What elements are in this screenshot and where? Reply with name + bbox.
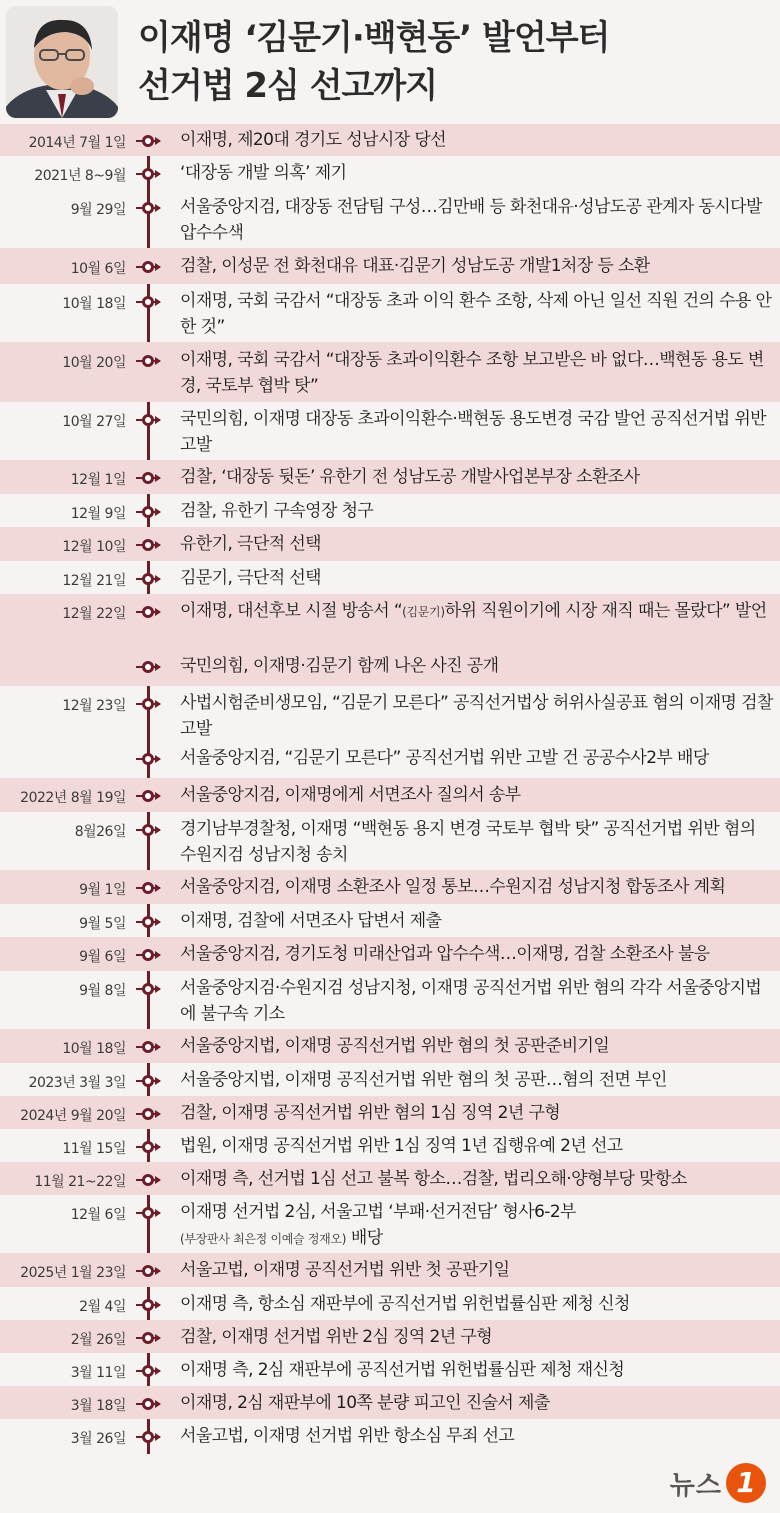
- event-date: 2월 4일: [79, 1299, 126, 1315]
- event-date: 9월 6일: [79, 949, 126, 965]
- timeline-row: [0, 342, 780, 402]
- timeline-row: [0, 402, 780, 460]
- event-date: 12월 6일: [70, 1207, 126, 1223]
- event-text: 이재명, 국회 국감서 “대장동 초과이익환수 조항 보고받은 바 없다…백현동 용도 변경, 국토부 협박 탓”: [180, 350, 764, 396]
- event-text: 검찰, 이재명 공직선거법 위반 혐의 1심 징역 2년 구형: [180, 1103, 561, 1123]
- timeline-row: [0, 1096, 780, 1129]
- timeline-node-icon: [136, 696, 161, 710]
- timeline-node-icon: [136, 788, 161, 802]
- timeline-node-icon: [136, 353, 161, 367]
- timeline-row: [0, 124, 780, 156]
- timeline-node-icon: [136, 1073, 161, 1087]
- timeline-row: [0, 778, 780, 812]
- timeline-row: [0, 971, 780, 1029]
- event-date: 10월 20일: [62, 355, 126, 371]
- event-text: [180, 1199, 776, 1252]
- timeline-node-icon: [136, 1205, 161, 1219]
- event-date: 8월26일: [74, 824, 126, 840]
- event-text: 이재명 측, 2심 재판부에 공직선거법 위헌법률심판 제청 재신청: [180, 1360, 625, 1380]
- title-line-2: 선거법 2심 선고까지: [138, 66, 438, 106]
- event-text: 서울중앙지검·수원지검 성남지청, 이재명 공직선거법 위반 혐의 각각 서울중앙지법에 불구속 기소: [180, 978, 762, 1024]
- event-text: 이재명, 2심 재판부에 10쪽 분량 피고인 진술서 제출: [180, 1393, 550, 1413]
- timeline-row: [0, 904, 780, 937]
- event-text: 검찰, 이성문 전 화천대유 대표·김문기 성남도공 개발1처장 등 소환: [180, 256, 650, 276]
- page-title: [138, 14, 609, 110]
- timeline-node-icon: [136, 914, 161, 928]
- timeline-row: [0, 1386, 780, 1419]
- event-text: 사법시험준비생모임, “김문기 모른다” 공직선거법상 허위사실공표 혐의 이재명 검찰 고발: [180, 693, 773, 739]
- event-text: 김문기, 극단적 선택: [180, 568, 321, 588]
- event-date: 9월 5일: [79, 916, 126, 932]
- timeline-row: [0, 594, 780, 686]
- timeline-row: [0, 494, 780, 527]
- timeline-row: [0, 812, 780, 870]
- timeline-node-icon: [136, 166, 161, 180]
- timeline-row: [0, 1129, 780, 1162]
- portrait-photo: [6, 6, 118, 118]
- event-date: 12월 23일: [62, 698, 126, 714]
- timeline-node-icon: [136, 1139, 161, 1153]
- event-text: 이재명, 국회 국감서 “대장동 초과 이익 환수 조항, 삭제 아닌 일선 직원 건의 수용 안 한 것”: [180, 291, 772, 337]
- event-date: 3월 26일: [70, 1431, 126, 1447]
- event-date: 12월 22일: [62, 606, 126, 622]
- event-date: 2023년 3월 3일: [28, 1075, 126, 1091]
- timeline-node-icon: [136, 947, 161, 961]
- timeline-row: [0, 156, 780, 190]
- event-text: 서울중앙지법, 이재명 공직선거법 위반 혐의 첫 공판…혐의 전면 부인: [180, 1070, 667, 1090]
- event-date: 10월 18일: [62, 1041, 126, 1057]
- timeline-node-icon: [136, 571, 161, 585]
- timeline-node-icon: [136, 1172, 161, 1186]
- event-date: 9월 29일: [70, 202, 126, 218]
- timeline-node-icon: [136, 1263, 161, 1277]
- timeline-row: [0, 1287, 780, 1320]
- timeline-row: [0, 870, 780, 904]
- timeline-row: [0, 1353, 780, 1386]
- timeline-node-icon: [136, 133, 161, 147]
- timeline-row: [0, 190, 780, 248]
- event-text: 이재명 측, 선거법 1심 선고 불복 항소…검찰, 법리오해·양형부당 맞항소: [180, 1169, 687, 1189]
- event-text: 서울중앙지검, 경기도청 미래산업과 압수수색…이재명, 검찰 소환조사 불응: [180, 944, 710, 964]
- timeline-row: [0, 1029, 780, 1063]
- event-date: 10월 18일: [62, 296, 126, 312]
- event-text: 서울중앙지검, “김문기 모른다” 공직선거법 위반 고발 건 공공수사2부 배당: [180, 748, 709, 768]
- event-text-part: 배당: [350, 1228, 383, 1248]
- event-date: 10월 27일: [62, 414, 126, 430]
- timeline-node-icon: [136, 880, 161, 894]
- timeline-row: [0, 1162, 780, 1195]
- event-date: 12월 9일: [70, 506, 126, 522]
- event-date: 2022년 8월 19일: [20, 790, 126, 806]
- timeline-row: [0, 1253, 780, 1287]
- event-date: 2025년 1월 23일: [20, 1265, 126, 1281]
- event-text: 서울고법, 이재명 공직선거법 위반 첫 공판기일: [180, 1260, 510, 1280]
- timeline-node-icon: [136, 470, 161, 484]
- event-text: 서울중앙지검, 이재명에게 서면조사 질의서 송부: [180, 785, 521, 805]
- event-date: 9월 8일: [79, 983, 126, 999]
- timeline-node-icon: [136, 412, 161, 426]
- event-date: 3월 18일: [70, 1398, 126, 1414]
- timeline-row: [0, 527, 780, 561]
- timeline-node-icon: [136, 1429, 161, 1443]
- title-line-1: 이재명 ‘김문기·백현동’ 발언부터: [138, 18, 610, 58]
- timeline-row: [0, 1195, 780, 1253]
- event-date: 11월 15일: [62, 1141, 126, 1157]
- timeline-node-icon: [136, 604, 161, 618]
- event-text: 경기남부경찰청, 이재명 “백현동 용지 변경 국토부 협박 탓” 공직선거법 위반 혐의 수원지검 성남지청 송치: [180, 819, 756, 865]
- event-text: 서울중앙지검, 대장동 전담팀 구성…김만배 등 화천대유·성남도공 관계자 동시다발 압수수색: [180, 197, 762, 243]
- timeline-node-icon: [136, 981, 161, 995]
- event-text: 서울중앙지검, 이재명 소환조사 일정 통보…수원지검 성남지청 합동조사 계획: [180, 877, 726, 897]
- timeline-node-icon: [136, 1297, 161, 1311]
- footer: [0, 1455, 780, 1513]
- logo-mark: 1: [726, 1463, 766, 1503]
- event-text: ‘대장동 개발 의혹’ 제기: [180, 163, 347, 183]
- timeline-node-icon: [136, 1330, 161, 1344]
- event-text-part: 하위 직원이기에 시장 재직 때는 몰랐다” 발언: [444, 601, 767, 621]
- timeline-row: [0, 1063, 780, 1096]
- event-text: 이재명, 검찰에 서면조사 답변서 제출: [180, 911, 442, 931]
- timeline-node-icon: [136, 294, 161, 308]
- timeline-row: [0, 284, 780, 342]
- event-text: 국민의힘, 이재명·김문기 함께 나온 사진 공개: [180, 656, 499, 676]
- event-text: 유한기, 극단적 선택: [180, 534, 321, 554]
- event-date: 10월 6일: [70, 261, 126, 277]
- event-text: [180, 598, 776, 625]
- timeline-row: [0, 460, 780, 494]
- timeline-row: [0, 248, 780, 284]
- timeline-node-icon: [136, 1106, 161, 1120]
- timeline-row: [0, 686, 780, 778]
- event-text: 법원, 이재명 공직선거법 위반 1심 징역 1년 집행유예 2년 선고: [180, 1136, 623, 1156]
- timeline-node-icon: [136, 659, 161, 673]
- timeline-node-icon: [136, 537, 161, 551]
- event-date: 2014년 7월 1일: [28, 135, 126, 151]
- event-date: 12월 21일: [62, 573, 126, 589]
- event-text: 서울고법, 이재명 선거법 위반 항소심 무죄 선고: [180, 1426, 515, 1446]
- event-text-part: 이재명 선거법 2심, 서울고법 ‘부패·선거전담’ 형사6-2부: [180, 1202, 576, 1222]
- event-date: 2024년 9월 20일: [20, 1108, 126, 1124]
- timeline-node-icon: [136, 751, 161, 765]
- header: [0, 0, 780, 122]
- event-text: 국민의힘, 이재명 대장동 초과이익환수·백현동 용도변경 국감 발언 공직선거법 위반 고발: [180, 409, 766, 455]
- event-note: (부장판사 최은정 이예슬 정재오): [180, 1232, 347, 1246]
- event-date: 9월 1일: [79, 882, 126, 898]
- event-date: 3월 11일: [70, 1365, 126, 1381]
- event-date: 12월 10일: [62, 539, 126, 555]
- timeline-node-icon: [136, 1039, 161, 1053]
- event-date: 2021년 8~9월: [34, 168, 126, 184]
- timeline-row: [0, 561, 780, 594]
- event-text-part: 이재명, 대선후보 시절 방송서 “: [180, 601, 403, 621]
- event-note: (김문기): [402, 605, 445, 619]
- logo-text: 뉴스: [669, 1470, 722, 1501]
- timeline-row: [0, 937, 780, 971]
- event-date: 2월 26일: [70, 1332, 126, 1348]
- timeline-node-icon: [136, 1363, 161, 1377]
- event-text: 검찰, 이재명 선거법 위반 2심 징역 2년 구형: [180, 1327, 493, 1347]
- event-text: 검찰, ‘대장동 뒷돈’ 유한기 전 성남도공 개발사업본부장 소환조사: [180, 467, 640, 487]
- news1-logo: [670, 1463, 766, 1503]
- timeline-node-icon: [136, 259, 161, 273]
- event-text: 검찰, 유한기 구속영장 청구: [180, 501, 374, 521]
- timeline-node-icon: [136, 200, 161, 214]
- event-date: 11월 21~22일: [34, 1174, 126, 1190]
- timeline-node-icon: [136, 504, 161, 518]
- timeline-node-icon: [136, 1396, 161, 1410]
- timeline-row: [0, 1419, 780, 1454]
- event-date: 12월 1일: [70, 472, 126, 488]
- event-text: 이재명, 제20대 경기도 성남시장 당선: [180, 130, 446, 150]
- event-text: 서울중앙지법, 이재명 공직선거법 위반 혐의 첫 공판준비기일: [180, 1036, 610, 1056]
- event-text: 이재명 측, 항소심 재판부에 공직선거법 위헌법률심판 제청 신청: [180, 1294, 630, 1314]
- timeline-node-icon: [136, 822, 161, 836]
- timeline-row: [0, 1320, 780, 1353]
